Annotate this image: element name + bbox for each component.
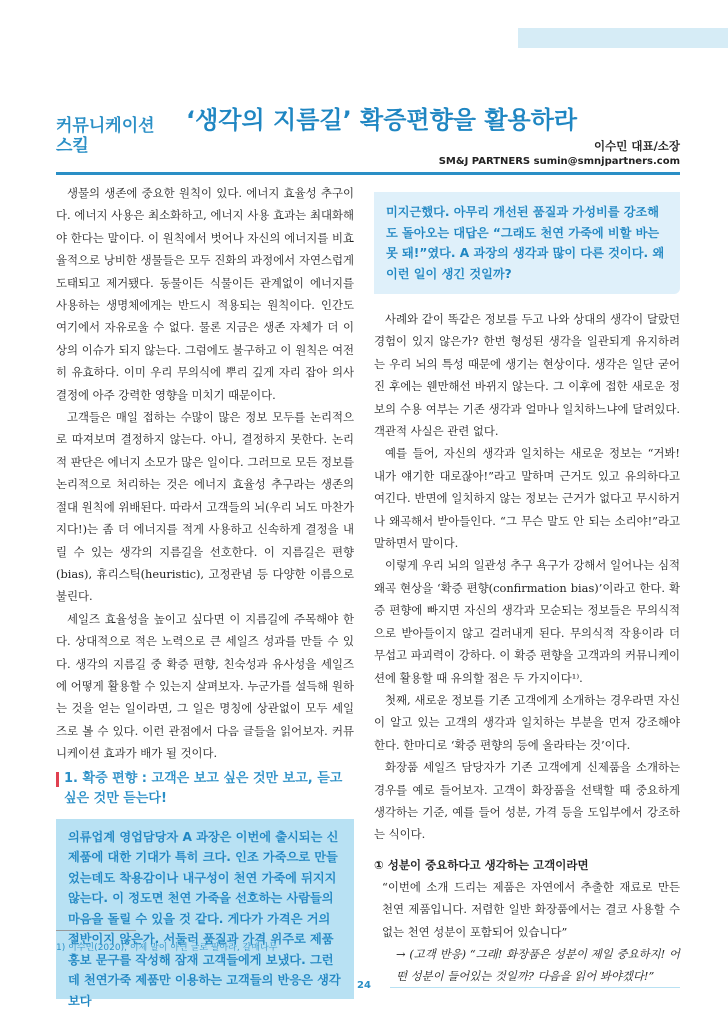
subheading [56, 769, 354, 809]
company-line: SM&J PARTNERS sumin@smnjpartners.com [438, 156, 680, 167]
body-paragraph: 예를 들어, 자신의 생각과 일치하는 새로운 정보는 “거봐! 내가 얘기한 대로잖아!”라고 말하며 근거도 있고 유의하다고 여긴다. 반면에 일치하지 않는 정보는 근거가 없다고 무시하거나 왜곡해서 받아들인다. “그 무슨 말도 안 되는 소리야!”라고 말하면서 말이다. [374, 446, 680, 551]
customer-reaction: → (고객 반응) “그래! 화장품은 성분이 제일 중요하지! 어떤 성분이 들어있는 것일까? 다음을 읽어 봐야겠다!” [396, 946, 680, 984]
body-paragraph: 화장품 세일즈 담당자가 기존 고객에게 신제품을 소개하는 경우를 예로 들어보자. 고객이 화장품을 선택할 때 중요하게 생각하는 기준, 예를 들어 성분, 가격 등을 도입부에서 강조하는 식이다. [374, 760, 680, 842]
top-accent-strip [518, 28, 728, 48]
body-paragraph: 고객들은 매일 접하는 수많이 많은 정보 모두를 논리적으로 따져보며 결정하지 않는다. 아니, 결정하지 못한다. 논리적 판단은 에너지 소모가 많은 일이다. 그러므로 모든 정보를 논리적으로 처리하는 것은 에너지 효율성 추구라는 생존의 절대 원칙에 위배된다. 따라서 고객들의 뇌(우리 뇌도 마찬가지다!)는 좀 더 에너지를 적게 사용하고 신속하게 결정을 내릴 수 있는 생각의 지름길을 선호한다. 이 지름길은 편향(bias), 휴리스틱(heuristic), 고정관념 등 다양한 이름으로 불린다. [56, 410, 354, 604]
top-decoration [0, 0, 728, 44]
body-paragraph: 첫째, 새로운 정보를 기존 고객에게 소개하는 경우라면 자신이 알고 있는 고객의 생각과 일치하는 부분을 먼저 강조해야 한다. 한마디로 ‘확증 편향의 등에 올라타는 것’이다. [374, 692, 680, 752]
page-number-rule-right [390, 987, 680, 988]
body-paragraph: 세일즈 효율성을 높이고 싶다면 이 지름길에 주목해야 한다. 상대적으로 적은 노력으로 큰 세일즈 성과를 만들 수 있다. 생각의 지름길 중 확증 편향, 친숙성과 유사성을 세일즈에 어떻게 활용할 수 있는지 살펴보자. 누군가를 설득해 원하는 것을 얻는 일이라면, 그 일은 명칭에 상관없이 모두 세일즈로 볼 수 있다. 이런 관점에서 다음 글들을 읽어보자. 커뮤니케이션 효과가 배가 될 것이다. [56, 611, 354, 761]
footnote: 1) 이수민(2020), 이제 말이 아닌 글로 팔아라, 갈매나무 [56, 943, 278, 953]
subheading-text: 1. 확증 편향 : 고객은 보고 싶은 것만 보고, 듣고 싶은 것만 듣는다! [64, 770, 343, 806]
top-strip [0, 0, 728, 10]
body-paragraph: 사례와 같이 똑같은 정보를 두고 나와 상대의 생각이 달랐던 경험이 있지 않은가? 한번 형성된 생각을 일관되게 유지하려는 우리 뇌의 특성 때문에 생기는 현상이다. 생각은 일단 굳어진 후에는 웬만해선 바뀌지 않는다. 그 이후에 접한 새로운 정보의 수용 여부는 기존 생각과 얼마나 일치하느냐에 달려있다. 객관적 사실은 관련 없다. [374, 312, 680, 439]
right-column [374, 192, 680, 988]
body-paragraph: 생물의 생존에 중요한 원칙이 있다. 에너지 효율성 추구이다. 에너지 사용은 최소화하고, 에너지 사용 효과는 최대화해야 한다는 말이다. 이 원칙에서 벗어나 자신의 에너지를 비효율적으로 낭비한 생물들은 모두 진화의 과정에서 자연스럽게 도태되고 제거됐다. 동물이든 식물이든 관계없이 에너지를 사용하는 생명체에게는 반드시 적용되는 원칙이다. 인간도 여기에서 자유로울 수 없다. 물론 지금은 생존 자체가 더 이상의 이슈가 되지 않는다. 그럼에도 불구하고 이 원칙은 여전히 유효하다. 이미 우리 무의식에 뿌리 깊게 자리 잡아 의사결정에 아주 강력한 영향을 미치기 때문이다. [56, 186, 354, 402]
page-title: ‘생각의 지름길’ 확증편향을 활용하라 [186, 106, 578, 134]
header-divider [56, 172, 680, 175]
author-line: 이수민 대표/소장 [594, 139, 680, 153]
numbered-heading: ① 성분이 중요하다고 생각하는 고객이라면 [374, 857, 589, 872]
left-column [56, 182, 354, 1008]
subheading-marker [56, 772, 59, 787]
section-label: 커뮤니케이션 스킬 [56, 116, 155, 156]
body-paragraph: 이렇게 우리 뇌의 일관성 추구 욕구가 강해서 일어나는 심적 왜곡 현상을 ‘확증 편향(confirmation bias)’이라고 한다. 확증 편향에 빠지면 자신의 생각과 모순되는 정보들은 무의식적으로 받아들이지 않고 걸러내게 된다. 무의식적 작용이라 더 무섭고 파괴력이 강하다. 이 확증 편향을 고객과의 커뮤니케이션에 활용할 때 유의할 점은 두 가지이다¹⁾. [374, 558, 680, 685]
case-callout: 의류업계 영업담당자 A 과장은 이번에 출시되는 신제품에 대한 기대가 특히 크다. 인조 가죽으로 만들었는데도 착용감이나 내구성이 천연 가죽에 뒤지지 않는다. 이 정도면 천연 가죽을 선호하는 사람들의 마음을 돌릴 수 있을 것 같다. 게다가 가격은 거의 절반이지 않은가. 서둘러 품질과 가격 위주로 제품 홍보 문구를 작성해 잠재 고객들에게 보냈다. 그런데 천연가죽 제품만 이용하는 고객들의 반응은 생각보다 [56, 819, 354, 999]
page-number: 24 [357, 980, 371, 991]
example-quote: “이번에 소개 드리는 제품은 자연에서 추출한 재료로 만든 천연 제품입니다. 저렴한 일반 화장품에서는 결코 사용할 수 없는 천연 성분이 포함되어 있습니다” [382, 879, 680, 939]
case-callout-continued: 미지근했다. 아무리 개선된 품질과 가성비를 강조해도 돌아오는 대답은 “그래도 천연 가죽에 비할 바는 못 돼!”였다. A 과장의 생각과 많이 다른 것이다. 왜 이런 일이 생긴 것일까? [374, 192, 680, 294]
footnote-divider [56, 930, 136, 931]
